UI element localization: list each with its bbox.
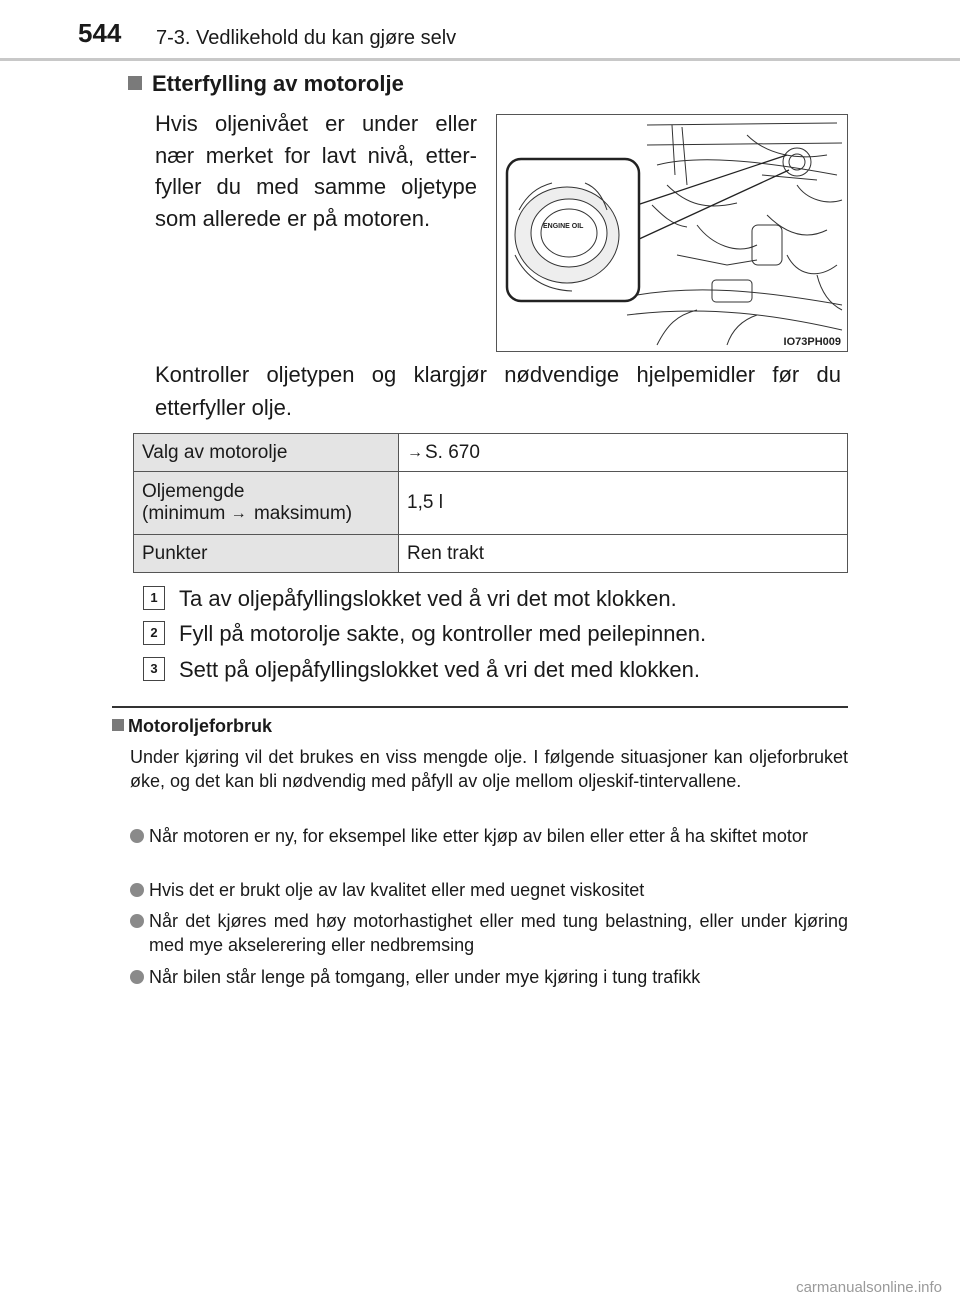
bullet-dot-icon <box>130 914 144 928</box>
list-item <box>130 824 848 848</box>
bullet-text: Når det kjøres med høy motorhastighet eller med tung belastning, eller under kjøring med mye akselerering eller nedbremsing <box>149 911 848 955</box>
watermark: carmanualsonline.info <box>796 1279 942 1296</box>
table-value-cell: Ren trakt <box>399 535 848 573</box>
arrow-right-icon: → <box>230 505 247 522</box>
table-key-cell: Punkter <box>134 535 399 573</box>
key-line-1: Oljemengde <box>142 481 245 502</box>
list-item <box>130 878 848 902</box>
list-item <box>130 909 848 957</box>
key-line-2b: maksimum) <box>253 503 353 524</box>
table-key-cell: Valg av motorolje <box>134 434 399 472</box>
engine-oil-figure <box>496 114 848 352</box>
section-title <box>128 71 404 97</box>
page-reference: S. 670 <box>425 441 480 463</box>
bullet-dot-icon <box>130 829 144 843</box>
table-row <box>134 472 848 535</box>
step-3 <box>143 656 700 684</box>
step-number-badge: 1 <box>143 586 165 610</box>
note-title-text: Motoroljeforbruk <box>128 716 272 736</box>
header-rule <box>0 58 960 61</box>
bullet-dot-icon <box>130 970 144 984</box>
note-title <box>112 716 272 737</box>
list-item <box>130 965 848 989</box>
table-key-cell <box>134 472 399 535</box>
engine-oil-cap-label: ENGINE OIL <box>543 223 584 230</box>
section-divider <box>112 706 848 708</box>
table-value-cell: 1,5 l <box>399 472 848 535</box>
page-number: 544 <box>78 18 122 48</box>
instruction-paragraph: Kontroller oljetypen og klargjør nødvendige hjelpemidler før du etterfyller olje. <box>155 362 841 420</box>
step-2 <box>143 620 706 648</box>
square-bullet-icon <box>128 76 142 90</box>
table-row <box>134 535 848 573</box>
bullet-dot-icon <box>130 883 144 897</box>
chapter-title: 7-3. Vedlikehold du kan gjøre selv <box>156 27 457 49</box>
note-body: Under kjøring vil det brukes en viss mengde olje. I følgende situasjoner kan oljeforbruket øke, og det kan bli nødvendig med påfyll av olje mellom oljeskif-tintervallene. <box>130 747 848 791</box>
bullet-text: Når bilen står lenge på tomgang, eller under mye kjøring i tung trafikk <box>149 967 701 987</box>
spec-table <box>133 433 848 573</box>
square-bullet-icon <box>112 719 124 731</box>
table-row <box>134 434 848 472</box>
table-value-cell <box>399 434 848 472</box>
figure-code: IO73PH009 <box>783 336 841 348</box>
step-1 <box>143 585 677 613</box>
key-line-2a: (minimum <box>142 503 226 524</box>
step-text: Sett på oljepåfyllingslokket ved å vri det med klokken. <box>179 657 700 682</box>
bullet-text: Hvis det er brukt olje av lav kvalitet eller med uegnet viskositet <box>149 880 645 900</box>
engine-bay-illustration <box>497 115 847 351</box>
bullet-text: Når motoren er ny, for eksempel like etter kjøp av bilen eller etter å ha skiftet motor <box>149 826 808 846</box>
intro-text: Hvis oljenivået er under eller nær merket for lavt nivå, etter-fyller du med samme oljetype som allerede er på motoren. <box>155 111 477 231</box>
step-number-badge: 3 <box>143 657 165 681</box>
section-title-text: Etterfylling av motorolje <box>152 71 404 96</box>
step-number-badge: 2 <box>143 621 165 645</box>
arrow-right-icon: → <box>407 443 423 461</box>
step-text: Ta av oljepåfyllingslokket ved å vri det mot klokken. <box>179 586 677 611</box>
step-text: Fyll på motorolje sakte, og kontroller med peilepinnen. <box>179 621 707 646</box>
